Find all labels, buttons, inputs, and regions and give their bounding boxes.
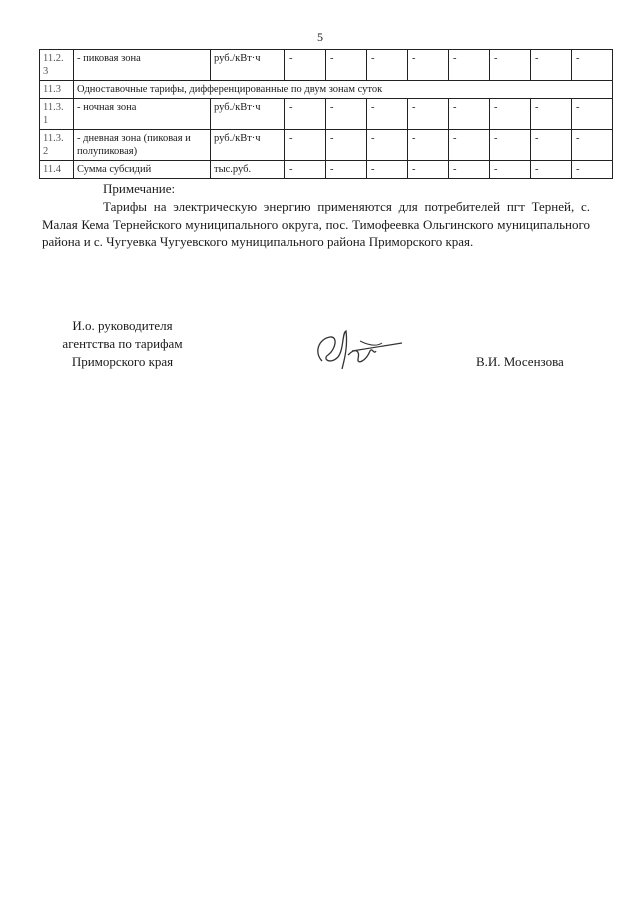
row-value: -: [490, 130, 531, 161]
table-row: [40, 161, 613, 179]
row-value: -: [367, 130, 408, 161]
row-name: Сумма субсидий: [74, 161, 211, 179]
signer-title: И.о. руководителя агентства по тарифам Приморского края: [62, 318, 183, 369]
signer-name: В.И. Мосензова: [476, 354, 564, 369]
note-heading: Примечание:: [103, 181, 176, 196]
row-value: -: [367, 161, 408, 179]
row-unit: руб./кВт·ч: [211, 130, 285, 161]
row-value: -: [326, 50, 367, 81]
row-name: - ночная зона: [74, 99, 211, 130]
row-value: -: [285, 161, 326, 179]
handwritten-signature: [308, 321, 404, 379]
table-row: [40, 99, 613, 130]
table-row: [40, 130, 613, 161]
row-unit: тыс.руб.: [211, 161, 285, 179]
row-value: -: [326, 130, 367, 161]
row-value: -: [449, 130, 490, 161]
row-value: -: [285, 50, 326, 81]
row-value: -: [531, 161, 572, 179]
row-value: -: [531, 50, 572, 81]
row-number: 11.2. 3: [40, 50, 74, 81]
row-number: 11.4: [40, 161, 74, 179]
row-number: 11.3. 1: [40, 99, 74, 130]
row-value: -: [572, 50, 613, 81]
row-value: -: [572, 99, 613, 130]
row-value: -: [531, 99, 572, 130]
row-value: -: [449, 50, 490, 81]
row-value: -: [449, 161, 490, 179]
row-value: -: [408, 50, 449, 81]
row-value: -: [326, 161, 367, 179]
page-number: 5: [317, 30, 323, 44]
note-text: Тарифы на электрическую энергию применяются для потребителей пгт Терней, с. Малая Кема Тернейского муниципального округа, пос. Тимофеевка Ольгинского муниципального района и с. Чугуевка Чугуевского муниципального района Приморского края.: [42, 199, 590, 249]
row-unit: руб./кВт·ч: [211, 50, 285, 81]
row-value: -: [490, 50, 531, 81]
row-value: -: [490, 161, 531, 179]
row-value: -: [408, 99, 449, 130]
row-value: -: [408, 130, 449, 161]
row-number: 11.3: [40, 81, 74, 99]
tariff-table-body: [40, 50, 613, 179]
row-value: -: [531, 130, 572, 161]
row-value: -: [367, 50, 408, 81]
row-value: -: [326, 99, 367, 130]
row-value: -: [285, 99, 326, 130]
row-name: Одноставочные тарифы, дифференцированные по двум зонам суток: [74, 81, 613, 99]
row-name: - дневная зона (пиковая и полупиковая): [74, 130, 211, 161]
table-row: [40, 50, 613, 81]
row-value: -: [490, 99, 531, 130]
row-value: -: [367, 99, 408, 130]
row-number: 11.3. 2: [40, 130, 74, 161]
row-value: -: [449, 99, 490, 130]
table-row: [40, 81, 613, 99]
row-value: -: [408, 161, 449, 179]
row-unit: руб./кВт·ч: [211, 99, 285, 130]
tariff-table: [39, 49, 613, 179]
row-value: -: [572, 130, 613, 161]
row-name: - пиковая зона: [74, 50, 211, 81]
row-value: -: [285, 130, 326, 161]
row-value: -: [572, 161, 613, 179]
